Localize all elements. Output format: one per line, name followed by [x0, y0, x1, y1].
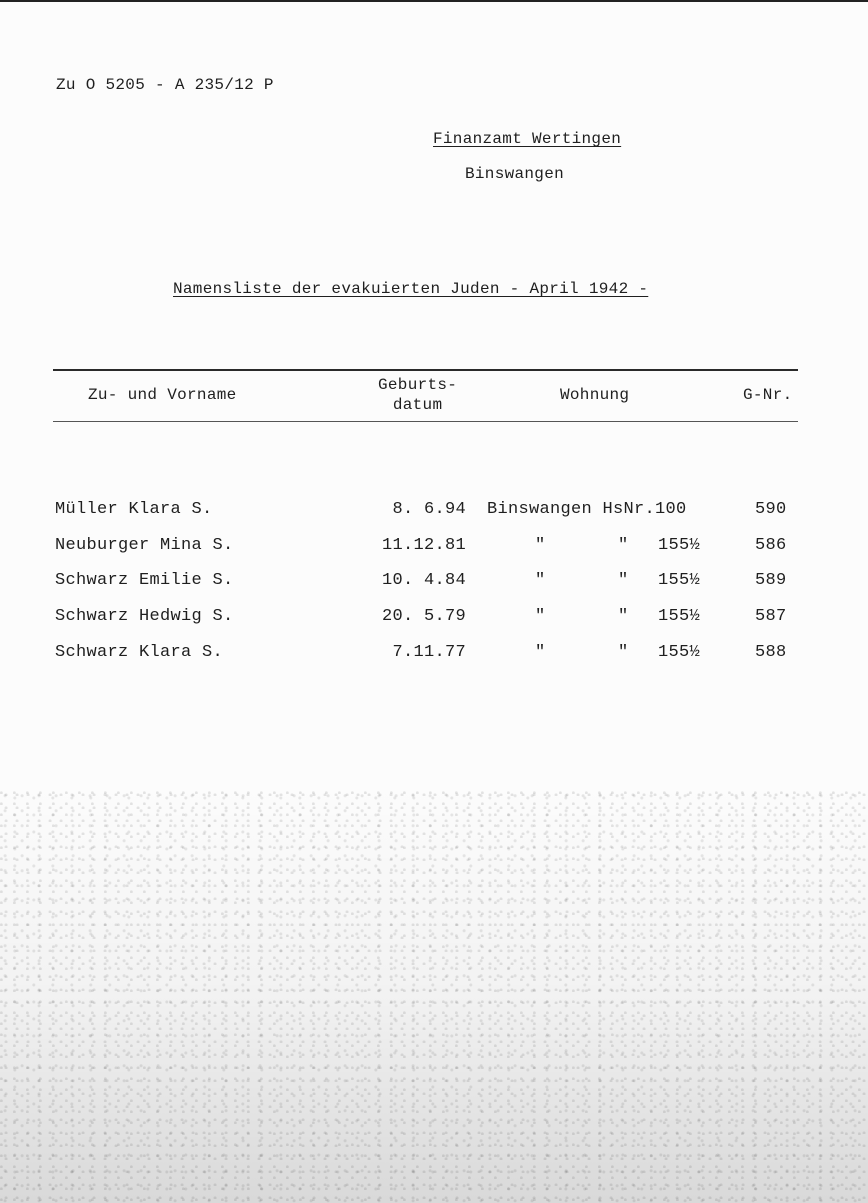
- row-house-number: 155½: [658, 607, 701, 626]
- header-name: Zu- und Vorname: [88, 386, 237, 404]
- row-gnr: 590: [755, 500, 787, 519]
- row-ditto-mark: ": [618, 643, 629, 662]
- row-ditto-mark: ": [535, 643, 546, 662]
- header-birth-date: [378, 375, 457, 415]
- row-birth-date: 10. 4.84: [381, 571, 466, 590]
- row-birth-date: 7.11.77: [392, 643, 466, 662]
- row-ditto-mark: ": [535, 607, 546, 626]
- row-house-number: 155½: [658, 536, 701, 555]
- row-name: Schwarz Hedwig S.: [55, 607, 234, 626]
- row-name: Schwarz Klara S.: [55, 643, 224, 662]
- row-house-number: 155½: [658, 571, 701, 590]
- row-ditto-mark: ": [535, 536, 546, 555]
- office-name: Finanzamt Wertingen: [433, 130, 622, 148]
- row-gnr: 587: [755, 607, 787, 626]
- row-name: Müller Klara S.: [55, 500, 213, 519]
- scan-texture: [0, 783, 868, 1203]
- page-top-border: [0, 0, 868, 2]
- row-name: Schwarz Emilie S.: [55, 571, 234, 590]
- header-birth-line1: Geburts-: [378, 376, 458, 394]
- list-title: Namensliste der evakuierten Juden - April 1942 -: [173, 280, 649, 298]
- row-ditto-mark: ": [618, 607, 629, 626]
- row-ditto-mark: ": [618, 571, 629, 590]
- row-birth-date: 11.12.81: [381, 536, 466, 555]
- header-birth-line2: datum: [392, 396, 443, 414]
- row-ditto-mark: ": [535, 571, 546, 590]
- row-birth-date: 20. 5.79: [381, 607, 466, 626]
- row-gnr: 589: [755, 571, 787, 590]
- row-gnr: 588: [755, 643, 787, 662]
- row-name: Neuburger Mina S.: [55, 536, 234, 555]
- table-top-rule: [53, 369, 798, 371]
- row-ditto-mark: ": [618, 536, 629, 555]
- place-name: Binswangen: [465, 165, 565, 183]
- reference-number: Zu O 5205 - A 235/12 P: [56, 76, 274, 94]
- row-residence-place: Binswangen HsNr.100: [487, 500, 687, 519]
- header-gnr: G-Nr.: [743, 386, 793, 404]
- header-residence: Wohnung: [560, 386, 630, 404]
- table-header-rule: [53, 421, 798, 422]
- row-birth-date: 8. 6.94: [392, 500, 466, 519]
- row-house-number: 155½: [658, 643, 701, 662]
- row-gnr: 586: [755, 536, 787, 555]
